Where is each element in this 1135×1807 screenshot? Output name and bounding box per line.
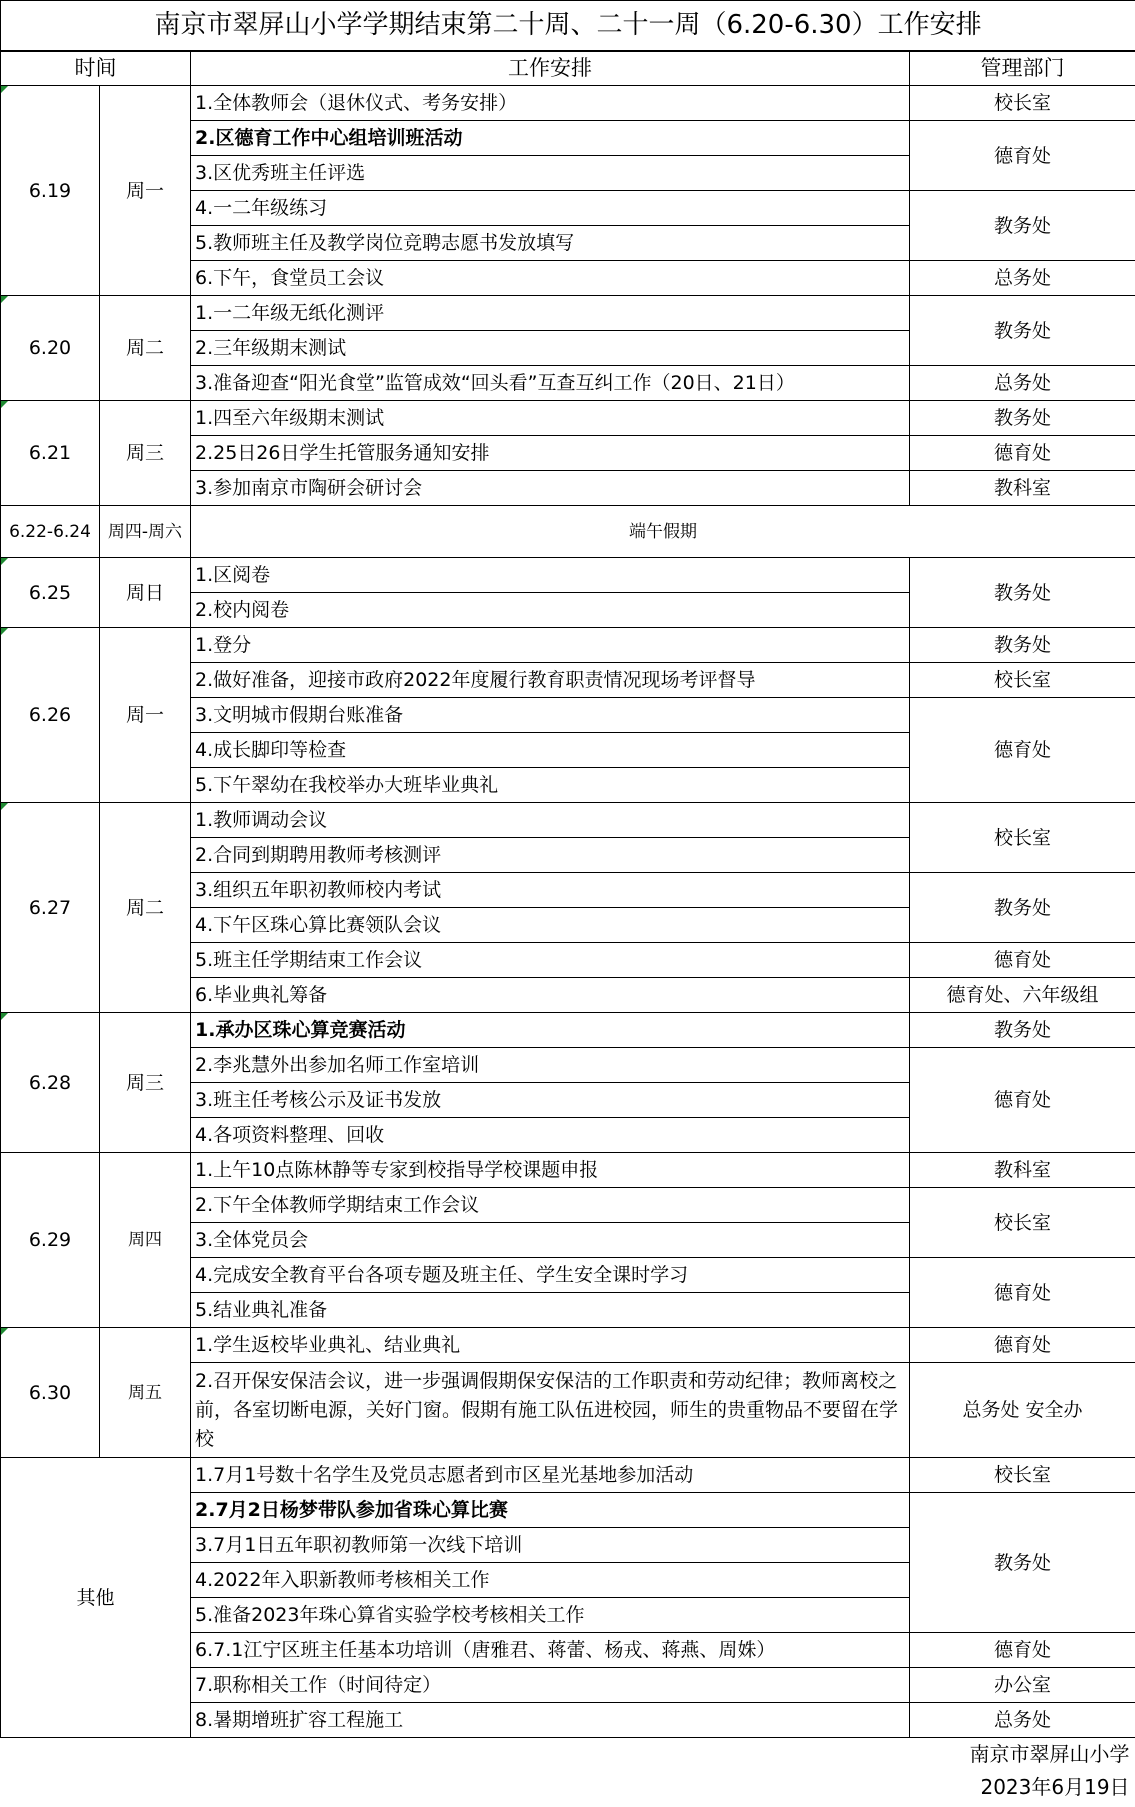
table-row (1, 86, 1135, 121)
task-cell: 2.三年级期末测试 (191, 331, 910, 366)
dept-cell: 教务处 (910, 191, 1135, 261)
weekday-cell: 周四-周六 (100, 506, 191, 558)
dept-cell: 德育处、六年级组 (910, 978, 1135, 1013)
dept-cell: 办公室 (910, 1668, 1135, 1703)
dept-cell: 教科室 (910, 471, 1135, 506)
task-cell: 1.四至六年级期末测试 (191, 401, 910, 436)
task-cell: 4.下午区珠心算比赛领队会议 (191, 908, 910, 943)
task-cell: 1.7月1号数十名学生及党员志愿者到市区星光基地参加活动 (191, 1458, 910, 1493)
dept-cell: 校长室 (910, 86, 1135, 121)
header-work: 工作安排 (191, 51, 910, 86)
task-cell: 2.李兆慧外出参加名师工作室培训 (191, 1048, 910, 1083)
task-cell: 4.成长脚印等检查 (191, 733, 910, 768)
task-cell: 2.7月2日杨梦带队参加省珠心算比赛 (191, 1493, 910, 1528)
task-cell: 2.下午全体教师学期结束工作会议 (191, 1188, 910, 1223)
dept-cell: 德育处 (910, 1328, 1135, 1363)
task-cell: 3.组织五年职初教师校内考试 (191, 873, 910, 908)
table-row (1, 628, 1135, 663)
task-cell: 5.准备2023年珠心算省实验学校考核相关工作 (191, 1598, 910, 1633)
task-cell: 1.一二年级无纸化测评 (191, 296, 910, 331)
task-cell: 1.学生返校毕业典礼、结业典礼 (191, 1328, 910, 1363)
dept-cell: 校长室 (910, 663, 1135, 698)
weekday-cell: 周二 (100, 803, 191, 1013)
task-cell: 6.毕业典礼筹备 (191, 978, 910, 1013)
table-row (1, 401, 1135, 436)
task-cell: 2.25日26日学生托管服务通知安排 (191, 436, 910, 471)
date-cell: 6.27 (1, 803, 100, 1013)
task-cell: 4.一二年级练习 (191, 191, 910, 226)
task-cell: 2.合同到期聘用教师考核测评 (191, 838, 910, 873)
title-row (1, 1, 1135, 51)
weekday-cell: 周日 (100, 558, 191, 628)
table-row (1, 1458, 1135, 1493)
task-cell: 2.区德育工作中心组培训班活动 (191, 121, 910, 156)
weekday-cell: 周一 (100, 628, 191, 803)
weekday-cell: 周三 (100, 401, 191, 506)
task-cell: 1.上午10点陈林静等专家到校指导学校课题申报 (191, 1153, 910, 1188)
dept-cell: 教务处 (910, 1013, 1135, 1048)
table-row (1, 1153, 1135, 1188)
dept-cell: 教务处 (910, 873, 1135, 943)
footer-date: 2023年6月19日 (980, 1775, 1130, 1799)
dept-cell: 德育处 (910, 436, 1135, 471)
dept-cell: 校长室 (910, 1458, 1135, 1493)
dept-cell: 校长室 (910, 1188, 1135, 1258)
weekday-cell: 周一 (100, 86, 191, 296)
dept-cell: 总务处 安全办 (910, 1363, 1135, 1458)
weekday-cell: 周四 (100, 1153, 191, 1328)
dept-cell: 教务处 (910, 401, 1135, 436)
weekday-cell: 周五 (100, 1328, 191, 1458)
task-cell: 5.教师班主任及教学岗位竞聘志愿书发放填写 (191, 226, 910, 261)
task-cell: 4.各项资料整理、回收 (191, 1118, 910, 1153)
table-row (1, 558, 1135, 593)
other-label: 其他 (1, 1458, 191, 1738)
table-row (1, 506, 1135, 558)
task-cell: 3.参加南京市陶研会研讨会 (191, 471, 910, 506)
task-cell: 4.完成安全教育平台各项专题及班主任、学生安全课时学习 (191, 1258, 910, 1293)
footer-row (1, 1738, 1135, 1771)
header-time: 时间 (1, 51, 191, 86)
date-cell: 6.19 (1, 86, 100, 296)
task-cell: 1.教师调动会议 (191, 803, 910, 838)
date-cell: 6.21 (1, 401, 100, 506)
date-cell: 6.25 (1, 558, 100, 628)
task-cell: 3.区优秀班主任评选 (191, 156, 910, 191)
table-row (1, 1328, 1135, 1363)
task-cell: 3.班主任考核公示及证书发放 (191, 1083, 910, 1118)
footer-school: 南京市翠屏山小学 (969, 1742, 1130, 1767)
dept-cell: 总务处 (910, 261, 1135, 296)
date-cell: 6.28 (1, 1013, 100, 1153)
task-cell: 1.全体教师会（退休仪式、考务安排） (191, 86, 910, 121)
dept-cell: 教科室 (910, 1153, 1135, 1188)
holiday-cell: 端午假期 (191, 506, 1135, 558)
date-cell: 6.29 (1, 1153, 100, 1328)
weekday-cell: 周三 (100, 1013, 191, 1153)
dept-cell: 德育处 (910, 121, 1135, 191)
dept-cell: 德育处 (910, 1633, 1135, 1668)
task-cell: 5.下午翠幼在我校举办大班毕业典礼 (191, 768, 910, 803)
task-cell: 1.承办区珠心算竞赛活动 (191, 1013, 910, 1048)
task-cell: 4.2022年入职新教师考核相关工作 (191, 1563, 910, 1598)
table-row (1, 296, 1135, 331)
dept-cell: 德育处 (910, 1048, 1135, 1153)
dept-cell: 总务处 (910, 1703, 1135, 1738)
dept-cell: 校长室 (910, 803, 1135, 873)
date-cell: 6.20 (1, 296, 100, 401)
task-cell: 6.7.1江宁区班主任基本功培训（唐雅君、蒋蕾、杨戎、蒋燕、周姝） (191, 1633, 910, 1668)
task-cell: 3.文明城市假期台账准备 (191, 698, 910, 733)
table-row (1, 803, 1135, 838)
date-cell: 6.22-6.24 (1, 506, 100, 558)
task-cell: 2.校内阅卷 (191, 593, 910, 628)
task-cell: 3.准备迎查“阳光食堂”监管成效“回头看”互查互纠工作（20日、21日） (191, 366, 910, 401)
task-cell: 5.班主任学期结束工作会议 (191, 943, 910, 978)
dept-cell: 德育处 (910, 698, 1135, 803)
task-cell: 3.全体党员会 (191, 1223, 910, 1258)
task-cell: 3.7月1日五年职初教师第一次线下培训 (191, 1528, 910, 1563)
page-title: 南京市翠屏山小学学期结束第二十周、二十一周（6.20-6.30）工作安排 (1, 1, 1135, 51)
dept-cell: 教务处 (910, 558, 1135, 628)
date-cell: 6.30 (1, 1328, 100, 1458)
footer-row (1, 1771, 1135, 1804)
dept-cell: 教务处 (910, 1493, 1135, 1633)
date-cell: 6.26 (1, 628, 100, 803)
task-cell: 1.登分 (191, 628, 910, 663)
task-cell: 7.职称相关工作（时间待定） (191, 1668, 910, 1703)
task-cell: 8.暑期增班扩容工程施工 (191, 1703, 910, 1738)
task-cell: 2.做好准备，迎接市政府2022年度履行教育职责情况现场考评督导 (191, 663, 910, 698)
table-row (1, 1013, 1135, 1048)
dept-cell: 德育处 (910, 1258, 1135, 1328)
header-dept: 管理部门 (910, 51, 1135, 86)
task-cell: 6.下午，食堂员工会议 (191, 261, 910, 296)
dept-cell: 教务处 (910, 628, 1135, 663)
dept-cell: 德育处 (910, 943, 1135, 978)
dept-cell: 教务处 (910, 296, 1135, 366)
task-cell: 2.召开保安保洁会议，进一步强调假期保安保洁的工作职责和劳动纪律；教师离校之前，各室切断电源，关好门窗。假期有施工队伍进校园，师生的贵重物品不要留在学校 (191, 1363, 910, 1458)
task-cell: 1.区阅卷 (191, 558, 910, 593)
task-cell: 5.结业典礼准备 (191, 1293, 910, 1328)
dept-cell: 总务处 (910, 366, 1135, 401)
header-row (1, 51, 1135, 86)
weekday-cell: 周二 (100, 296, 191, 401)
